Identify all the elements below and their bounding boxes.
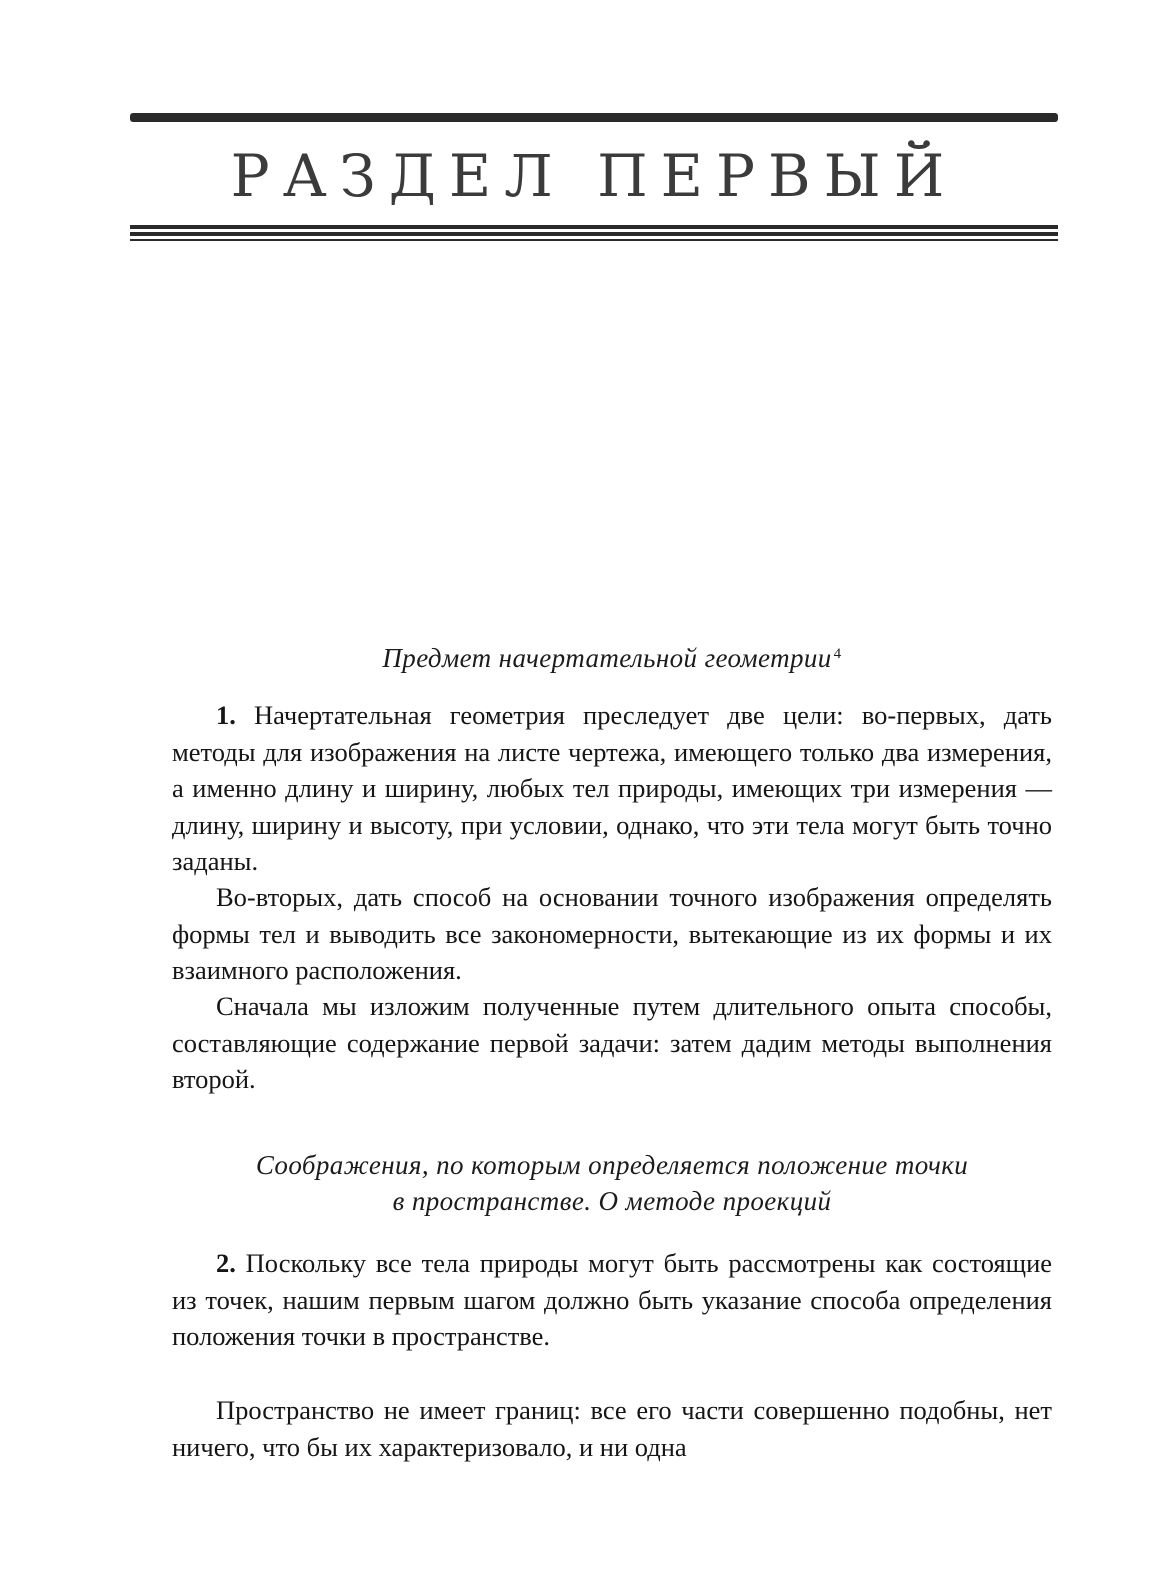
subheading-text: Предмет начертательной геометрии (382, 643, 832, 673)
paragraph-number: 2. (216, 1248, 236, 1278)
subheading-point-position (172, 1147, 1052, 1219)
paragraph-number: 1. (216, 700, 236, 730)
header-rule-bottom (130, 232, 1058, 236)
paragraph-text: Во-вторых, дать способ на основании точного изображения определять формы тел и выводить все закономерности, вытекающие из их формы и их взаимного расположения. (172, 882, 1052, 986)
paragraph (172, 879, 1052, 989)
paragraph (172, 1245, 1052, 1355)
paragraph-text: Начертательная геометрия преследует две цели: во-первых, дать методы для изображения на листе чертежа, имеющего только два измерения, а именно длину и ширину, любых тел природы, имеющих три измерения — длину, ширину и высоту, при условии, однако, что эти тела могут быть точно заданы. (172, 700, 1052, 877)
subheading-subject (172, 640, 1052, 676)
paragraph-text: Сначала мы изложим полученные путем длительного опыта способы, составляющие содержание первой задачи: затем дадим методы выполнения второй. (172, 991, 1052, 1095)
footnote-marker: 4 (833, 646, 842, 662)
header-rule-bottom (130, 225, 1058, 229)
paragraph (172, 988, 1052, 1098)
header-rule-bottom (130, 239, 1058, 241)
paragraph (172, 697, 1052, 880)
subheading-line: Соображения, по которым определяется положение точки (255, 1150, 969, 1180)
paragraph-text: Пространство не имеет границ: все его части совершенно подобны, нет ничего, что бы их характеризовало, и ни одна (172, 1395, 1052, 1462)
header-rule-top (130, 113, 1058, 122)
paragraph-text: Поскольку все тела природы могут быть рассмотрены как состоящие из точек, нашим первым шагом должно быть указание способа определения положения точки в пространстве. (172, 1248, 1053, 1352)
subheading-line: в пространстве. О методе проекций (392, 1186, 832, 1216)
section-title: РАЗДЕЛ ПЕРВЫЙ (230, 142, 958, 210)
paragraph (172, 1392, 1052, 1465)
